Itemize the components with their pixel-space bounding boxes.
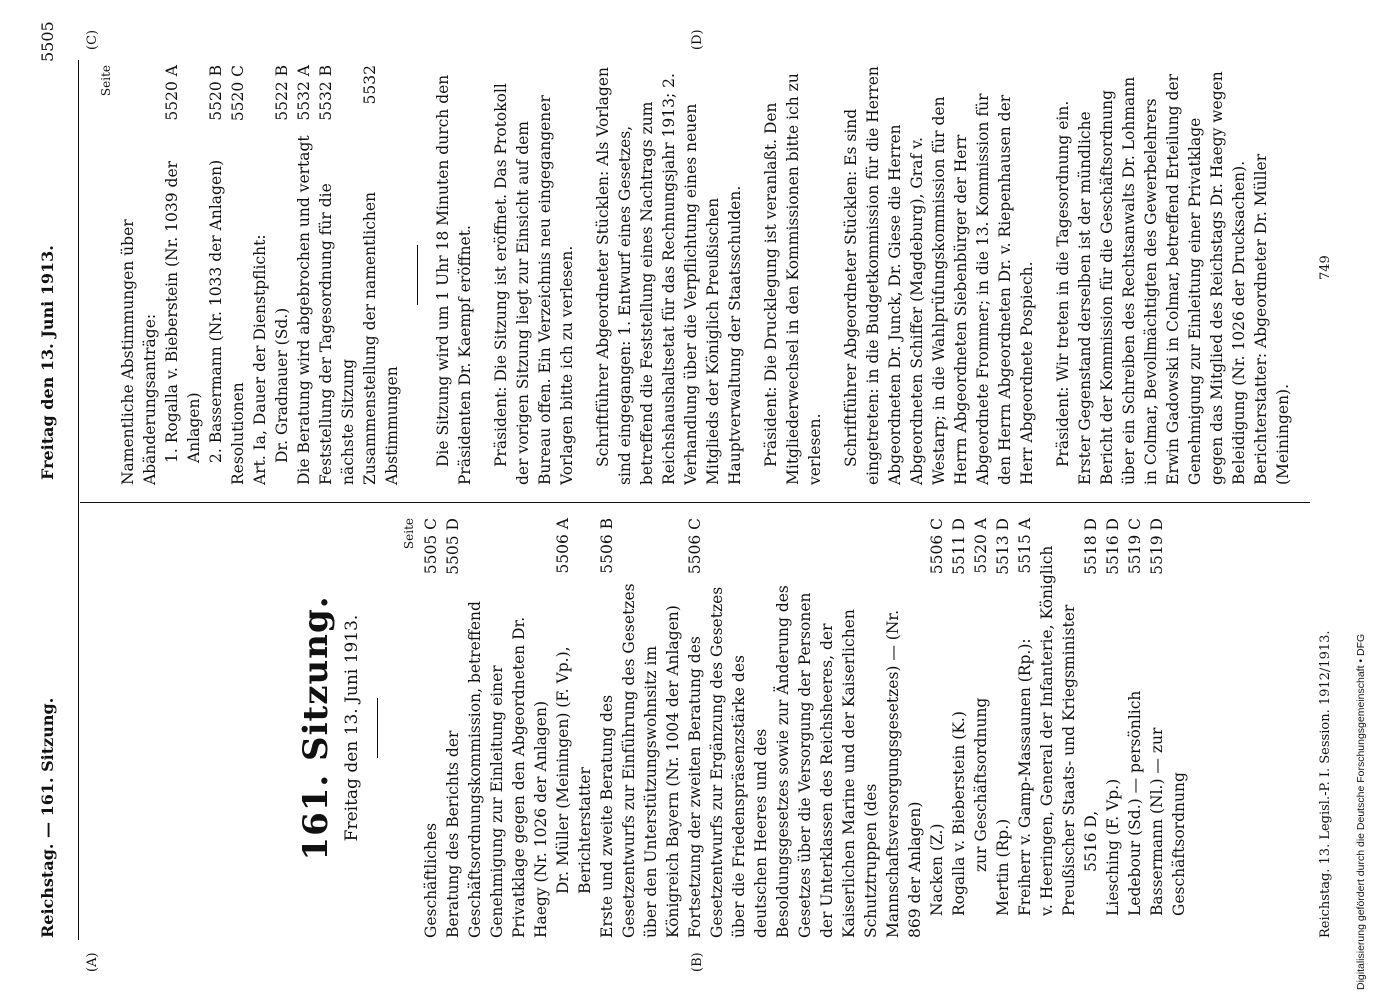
toc-entry-page: 5520 A — [972, 518, 990, 574]
toc-entry — [359, 65, 403, 485]
running-header-date: Freitag den 13. Juni 1913. — [38, 245, 57, 480]
toc-entry — [970, 518, 992, 938]
proceedings-paragraph: Präsident: Wir treten in die Tagesordnung ein. Erster Gegenstand derselben ist der mündliche Bericht der Kommission für die Geschäftsordnung über ein Schreiben des Rechtsanwalts Dr. Lohmann in Colmar, Bevollmächtigten des Gewerbelehrers Erwin Gadowski in Colmar, betreffend Erteilung der Genehmigung zur Einleitung einer Privatklage gegen das Mitglied des Reichstags Dr. Haegy wegen Beleidigung (Nr. 1026 der Drucksachen). Berichterstatter: Abgeordneter Dr. Müller (Meiningen). — [1054, 71, 1292, 485]
toc-entry-page: 5520 C — [229, 65, 247, 122]
right-column — [95, 65, 1294, 485]
toc-entry — [1146, 518, 1190, 938]
toc-entry — [948, 518, 970, 938]
toc-entry — [992, 518, 1014, 938]
toc-entry-page: 5519 C — [1126, 518, 1144, 575]
proceedings-paragraph: Schriftführer Abgeordneter Stücklen: Als Vorlagen sind eingegangen: 1. Entwurf eines Gesetzes, betreffend die Feststellung eines Nachtrags zum Reichshaushaltsetat für das Rechnungsjahr 1913; 2. Verhandlung über die Verpflichtung eines neuen Mitglieds der Königlich Preußischen Hauptverwaltung der Staatsschulden. — [594, 67, 744, 485]
toc-entry-text: Liesching (F. Vp.) — [1104, 778, 1122, 916]
proceedings-paragraph: Schriftführer Abgeordneter Stücklen: Es sind eingetreten: in die Budgetkommission für die Herren Abgeordneten Dr. Junck, Dr. Giese die Herren Abgeordneten Schiffer (Magdeburg), Graf v. Westarp; in die Wahlprüfungskommission für den Herrn Abgeordneten Siebenbürger der Herr Abgeordnete Frommer; in die 13. Kommission für den Herrn Abgeordneten Dr. v. Riepenhausen der Herr Abgeordnete Pospiech. — [842, 66, 1036, 485]
toc-entry-text: Art. Ia, Dauer der Dienstpflicht: — [251, 234, 269, 485]
section-rule — [417, 245, 418, 305]
toc-entry-text: Beratung des Berichts der Geschäftsordnungskommission, betreffend Genehmigung zur Einleitung einer Privatklage gegen den Abgeordneten Dr. Haegy (Nr. 1026 der Anlagen) — [444, 601, 550, 938]
toc-entry-text: Dr. Gradnauer (Sd.) — [273, 307, 291, 463]
toc-entry-page: 5505 C — [422, 518, 440, 575]
seite-label: Seite — [402, 518, 416, 550]
toc-entry-text: 1. Rogalla v. Bieberstein (Nr. 1039 der Anlagen) — [163, 160, 203, 463]
footer-imprint: Reichstag. 13. Legisl.-P. I. Session. 1912/1913. — [1318, 630, 1333, 938]
toc-entry-page: 5519 D — [1148, 518, 1166, 575]
toc-entry — [293, 65, 315, 485]
toc-entry-page: 5532 B — [317, 65, 335, 121]
session-title: 161. Sitzung. — [296, 595, 336, 861]
toc-entry — [161, 65, 205, 485]
margin-marker-a: (A) — [85, 952, 100, 972]
toc-entry-text: Geschäftliches — [422, 822, 440, 938]
toc-entry-text: Mertin (Rp.) — [994, 818, 1012, 916]
toc-entry-page: 5506 B — [598, 518, 616, 574]
toc-entry-page: 5511 D — [950, 518, 968, 575]
toc-entry-text: v. Heeringen, General der Infanterie, Königlich Preußischer Staats- und Kriegsminister — [1038, 545, 1078, 916]
toc-entry-text: Fortsetzung der zweiten Beratung des Gesetzentwurfs zur Ergänzung des Gesetzes über die Friedenspräsenzstärke des deutschen Heeres und des Besoldungsgesetzes sowie zur Änderung des Gesetzes über die Versorgung der Personen der Unterklassen des Reichsheeres, der Kaiserlichen Marine und der Kaiserlichen Schutztruppen (des Mannschaftsversorgungsgesetzes) — (Nr. 869 der Anlagen) — [686, 585, 924, 938]
toc-entry — [1036, 518, 1080, 938]
toc-entry-text: Ledebour (Sd.) — persönlich — [1126, 690, 1144, 916]
toc-entry — [249, 65, 271, 485]
toc-entry-page: 5513 D — [994, 518, 1012, 575]
toc-entry — [1102, 518, 1124, 938]
toc-entry-text: Rogalla v. Bieberstein (K.) — [950, 711, 968, 916]
table-of-contents — [420, 518, 1190, 938]
toc-entry-page: 5532 — [361, 65, 379, 105]
margin-marker-b: (B) — [690, 952, 705, 972]
toc-entry — [596, 518, 684, 938]
toc-entry-page: 5505 D — [444, 518, 462, 575]
toc-entry-text: Resolutionen — [229, 382, 247, 485]
left-column — [95, 518, 1190, 938]
toc-entry-text: 2. Bassermann (Nr. 1033 der Anlagen) — [207, 159, 225, 463]
toc-entry — [205, 65, 227, 485]
header-rule — [78, 60, 79, 940]
proceedings-text — [432, 65, 1294, 485]
proceedings-paragraph: Präsident: Die Drucklegung ist veranlaßt. Den Mitgliederwechsel in den Kommissionen bitte ich zu verlesen. — [762, 73, 824, 485]
toc-entry-text: zur Geschäftsordnung — [972, 697, 990, 872]
toc-entry — [442, 518, 552, 938]
toc-entry-text: Zusammenstellung der namentlichen Abstimmungen — [361, 191, 401, 485]
toc-entry-page: 5518 D — [1082, 518, 1100, 575]
seite-label-right: Seite — [99, 65, 113, 97]
toc-entry — [315, 65, 359, 485]
toc-entry — [117, 65, 161, 485]
toc-entry-text: Die Beratung wird abgebrochen und vertagt — [295, 135, 313, 485]
toc-entry — [227, 65, 249, 485]
session-date: Freitag den 13. Juni 1913. — [342, 614, 362, 842]
toc-entry-text: Namentliche Abstimmungen über Abänderungsanträge: — [119, 219, 159, 485]
digitization-credit: Digitalisierung gefördert durch die Deutsche Forschungsgemeinschaft • DFG — [1355, 633, 1367, 990]
toc-entry — [1014, 518, 1036, 938]
toc-entry — [926, 518, 948, 938]
toc-entry-page: 5520 A — [163, 65, 181, 121]
page-number: 5505 — [38, 21, 57, 62]
toc-entry-page: 5515 A — [1016, 518, 1034, 574]
toc-entry-page: 5520 B — [207, 65, 225, 121]
toc-entry-page — [249, 65, 271, 73]
toc-entry-page: 5506 C — [928, 518, 946, 575]
margin-marker-c: (C) — [85, 29, 100, 50]
footer-sheet-number: 749 — [1318, 255, 1333, 280]
toc-entry-page: 5532 A — [295, 65, 313, 121]
toc-entry-page: 5506 A — [554, 518, 572, 574]
running-header-left: Reichstag. — 161. Sitzung. — [38, 697, 57, 938]
toc-entry-page: 5516 D — [1104, 518, 1122, 575]
toc-entry — [420, 518, 442, 938]
margin-marker-d: (D) — [690, 29, 705, 50]
toc-entry-page: 5522 B — [273, 65, 291, 121]
column-divider — [80, 502, 1310, 503]
proceedings-paragraph: Die Sitzung wird um 1 Uhr 18 Minuten durch den Präsidenten Dr. Kaempf eröffnet. — [434, 74, 474, 485]
toc-entry-page — [117, 65, 161, 73]
toc-entry-page: 5506 C — [686, 518, 704, 575]
table-of-contents-continued — [117, 65, 403, 485]
toc-entry — [1080, 518, 1102, 938]
title-rule — [377, 698, 378, 758]
toc-entry — [1124, 518, 1146, 938]
toc-entry-text: Bassermann (Nl.) — zur Geschäftsordnung — [1148, 727, 1188, 916]
toc-entry — [552, 518, 596, 938]
toc-entry-text: Feststellung der Tagesordnung für die nächste Sitzung — [317, 183, 357, 485]
proceedings-paragraph: Präsident: Die Sitzung ist eröffnet. Das Protokoll der vorigen Sitzung liegt zur Einsicht auf dem Bureau offen. Ein Verzeichnis neu eingegangener Vorlagen bitte ich zu verlesen. — [492, 83, 576, 485]
toc-entry-text: Freiherr v. Gamp-Massaunen (Rp.): — [1016, 638, 1034, 916]
toc-entry-page — [1036, 518, 1080, 526]
toc-entry — [684, 518, 926, 938]
toc-entry-text: Dr. Müller (Meiningen) (F. Vp.), Berichterstatter — [554, 646, 594, 894]
toc-entry-text: Nacken (Z.) — [928, 823, 946, 916]
toc-entry-text: Erste und zweite Beratung des Gesetzentwurfs zur Einführung des Gesetzes über den Unterstützungswohnsitz im Königreich Bayern (Nr. 1004 der Anlagen) — [598, 583, 682, 938]
toc-entry-text: 5516 D, — [1082, 810, 1100, 872]
toc-entry — [271, 65, 293, 485]
